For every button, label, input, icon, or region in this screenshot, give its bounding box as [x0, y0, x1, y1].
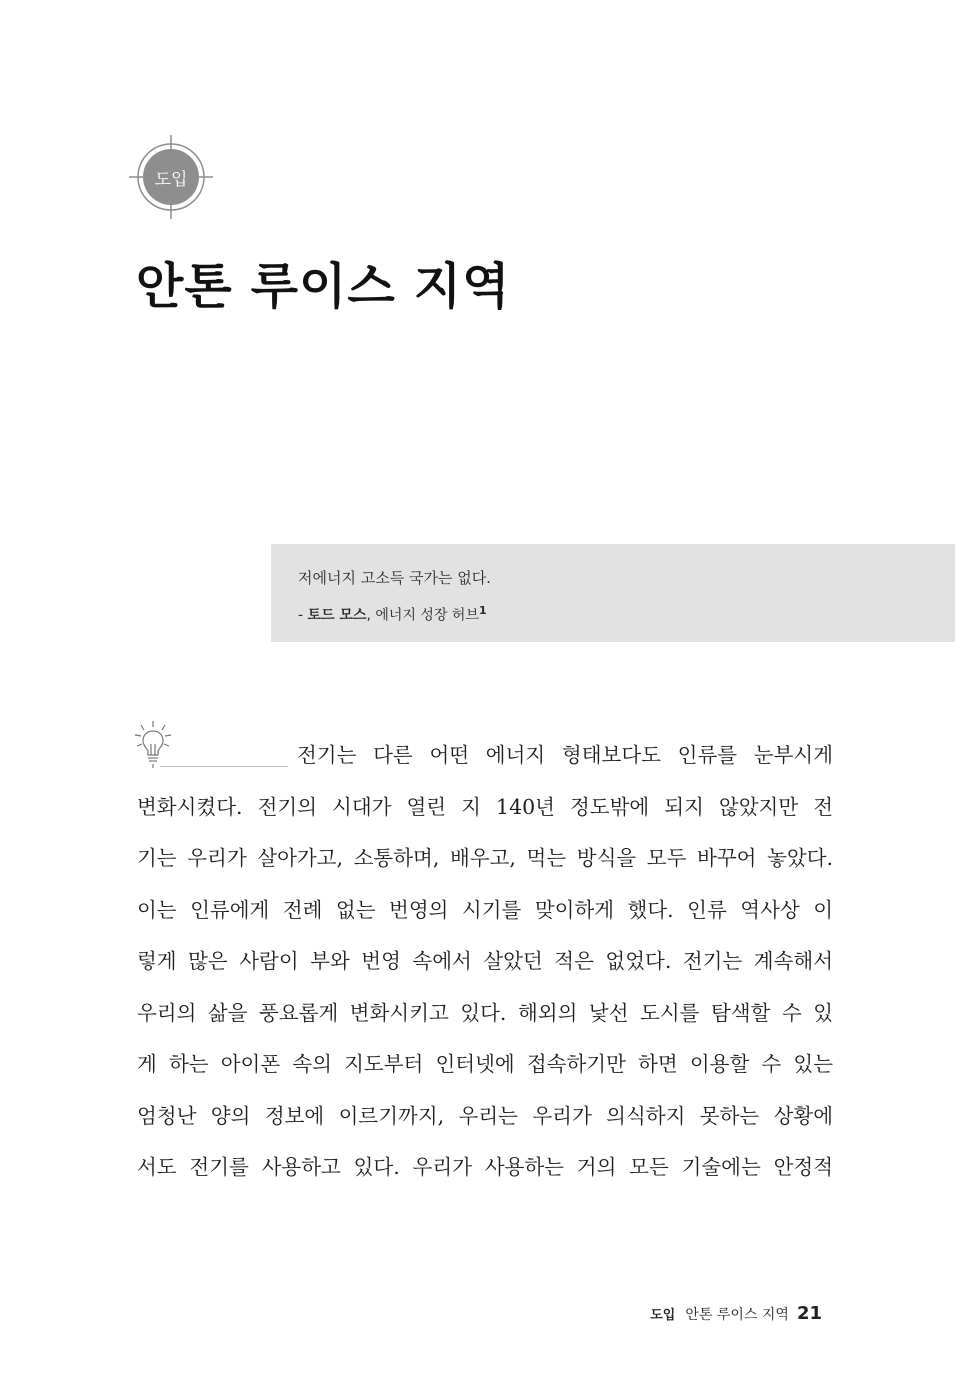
page-footer	[650, 1303, 822, 1324]
body-line: 기는 우리가 살아가고, 소통하며, 배우고, 먹는 방식을 모두 바꾸어 놓았다.	[137, 846, 833, 870]
epigraph-dash: -	[298, 607, 308, 624]
body-line: 엄청난 양의 정보에 이르기까지, 우리는 우리가 의식하지 못하는 상황에	[137, 1103, 833, 1128]
body-line: 렇게 많은 사람이 부와 번영 속에서 살았던 적은 없었다. 전기는 계속해서	[137, 949, 833, 973]
body-line: 전기는 다른 어떤 에너지 형태보다도 인류를 눈부시게	[297, 743, 833, 767]
footer-title: 안톤 루이스 지역	[685, 1307, 789, 1323]
body-line: 이는 인류에게 전례 없는 번영의 시기를 맞이하게 했다. 인류 역사상 이	[137, 897, 833, 922]
chapter-title: 안톤 루이스 지역	[136, 258, 511, 315]
epigraph-source: , 에너지 성장 허브	[366, 607, 479, 624]
body-line: 우리의 삶을 풍요롭게 변화시키고 있다. 해외의 낯선 도시를 탐색할 수 있	[137, 1000, 833, 1025]
epigraph-text: 저에너지 고소득 국가는 없다.	[298, 569, 491, 587]
epigraph-attribution	[298, 604, 487, 625]
chapter-badge-label: 도입	[154, 169, 188, 190]
body-line: 변화시켰다. 전기의 시대가 열린 지 140년 정도밖에 되지 않았지만 전	[137, 794, 833, 819]
footer-section: 도입	[650, 1308, 676, 1323]
epigraph-author: 토드 모스	[307, 607, 367, 624]
chapter-badge	[129, 135, 213, 219]
epigraph-box	[271, 544, 955, 642]
footnote-marker[interactable]: 1	[478, 604, 487, 617]
page-number: 21	[796, 1303, 822, 1324]
body-line: 서도 전기를 사용하고 있다. 우리가 사용하는 거의 모든 기술에는 안정적	[137, 1155, 833, 1179]
body-paragraph	[137, 730, 833, 1194]
body-line: 게 하는 아이폰 속의 지도부터 인터넷에 접속하기만 하면 이용할 수 있는	[137, 1052, 833, 1076]
